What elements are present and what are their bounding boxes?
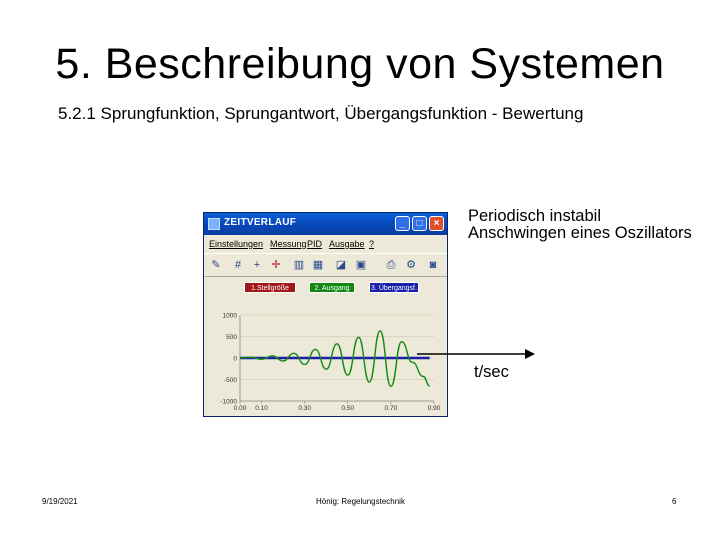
slide-subtitle: 5.2.1 Sprungfunktion, Sprungantwort, Übergangsfunktion - Bewertung <box>58 104 584 123</box>
x-tick-label: 0.50 <box>341 405 355 412</box>
time-axis-label: t/sec <box>474 363 509 381</box>
slide-title: 5. Beschreibung von Systemen <box>55 40 665 88</box>
edit-icon[interactable]: ✎ <box>211 259 221 271</box>
print-icon[interactable]: ⎙ <box>386 259 396 271</box>
y-tick-label: -1000 <box>220 398 237 406</box>
menu-einstellungen[interactable]: Einstellungen <box>209 239 264 249</box>
annotation <box>468 208 692 242</box>
x-tick-label: 0.30 <box>298 405 311 412</box>
zoom-icon[interactable]: ◪ <box>335 259 347 271</box>
window-title: ZEITVERLAUF <box>224 217 297 228</box>
table-icon[interactable]: ▦ <box>312 259 324 271</box>
menu-help[interactable]: ? <box>369 239 375 249</box>
footer-page-number: 6 <box>672 497 677 506</box>
y-tick-label: 1000 <box>222 312 237 320</box>
x-tick-label: 0.90 <box>427 405 441 412</box>
y-tick-label: 500 <box>226 334 237 341</box>
grid-icon[interactable]: # <box>234 259 242 271</box>
annotation-line-1: Periodisch instabil <box>468 207 601 225</box>
cursor-icon[interactable]: ✛ <box>271 259 281 271</box>
chart-icon[interactable]: ▥ <box>293 259 305 271</box>
x-tick-label: 0.10 <box>255 405 268 412</box>
crosshair-icon[interactable]: + <box>253 259 261 271</box>
x-tick-label: 0.70 <box>384 405 398 412</box>
footer-date: 9/19/2021 <box>42 497 78 506</box>
x-tick-label: 0.00 <box>233 405 247 412</box>
legend-stellgroesse[interactable]: 1.Stellgröße <box>244 282 296 293</box>
settings-icon[interactable]: ⚙ <box>406 259 416 271</box>
save-icon[interactable]: ▣ <box>355 259 367 271</box>
legend-ausgang[interactable]: 2. Ausgang <box>309 282 355 293</box>
menu-pid[interactable]: PID <box>307 239 323 249</box>
menu-messung[interactable]: Messung <box>270 239 307 249</box>
y-tick-label: -500 <box>223 377 237 384</box>
y-tick-label: 0 <box>233 355 237 363</box>
close-button[interactable]: × <box>429 216 444 231</box>
camera-icon[interactable]: ◙ <box>429 259 437 271</box>
annotation-line-2: Anschwingen eines Oszillators <box>468 224 692 242</box>
minimize-button[interactable]: _ <box>395 216 410 231</box>
footer-author: Hönig: Regelungstechnik <box>316 497 405 506</box>
arrow-head <box>525 349 535 359</box>
maximize-button[interactable]: □ <box>412 216 427 231</box>
menu-ausgabe[interactable]: Ausgabe <box>329 239 365 249</box>
legend-uebergangsfunktion[interactable]: 3. Übergangsf. <box>369 282 419 293</box>
